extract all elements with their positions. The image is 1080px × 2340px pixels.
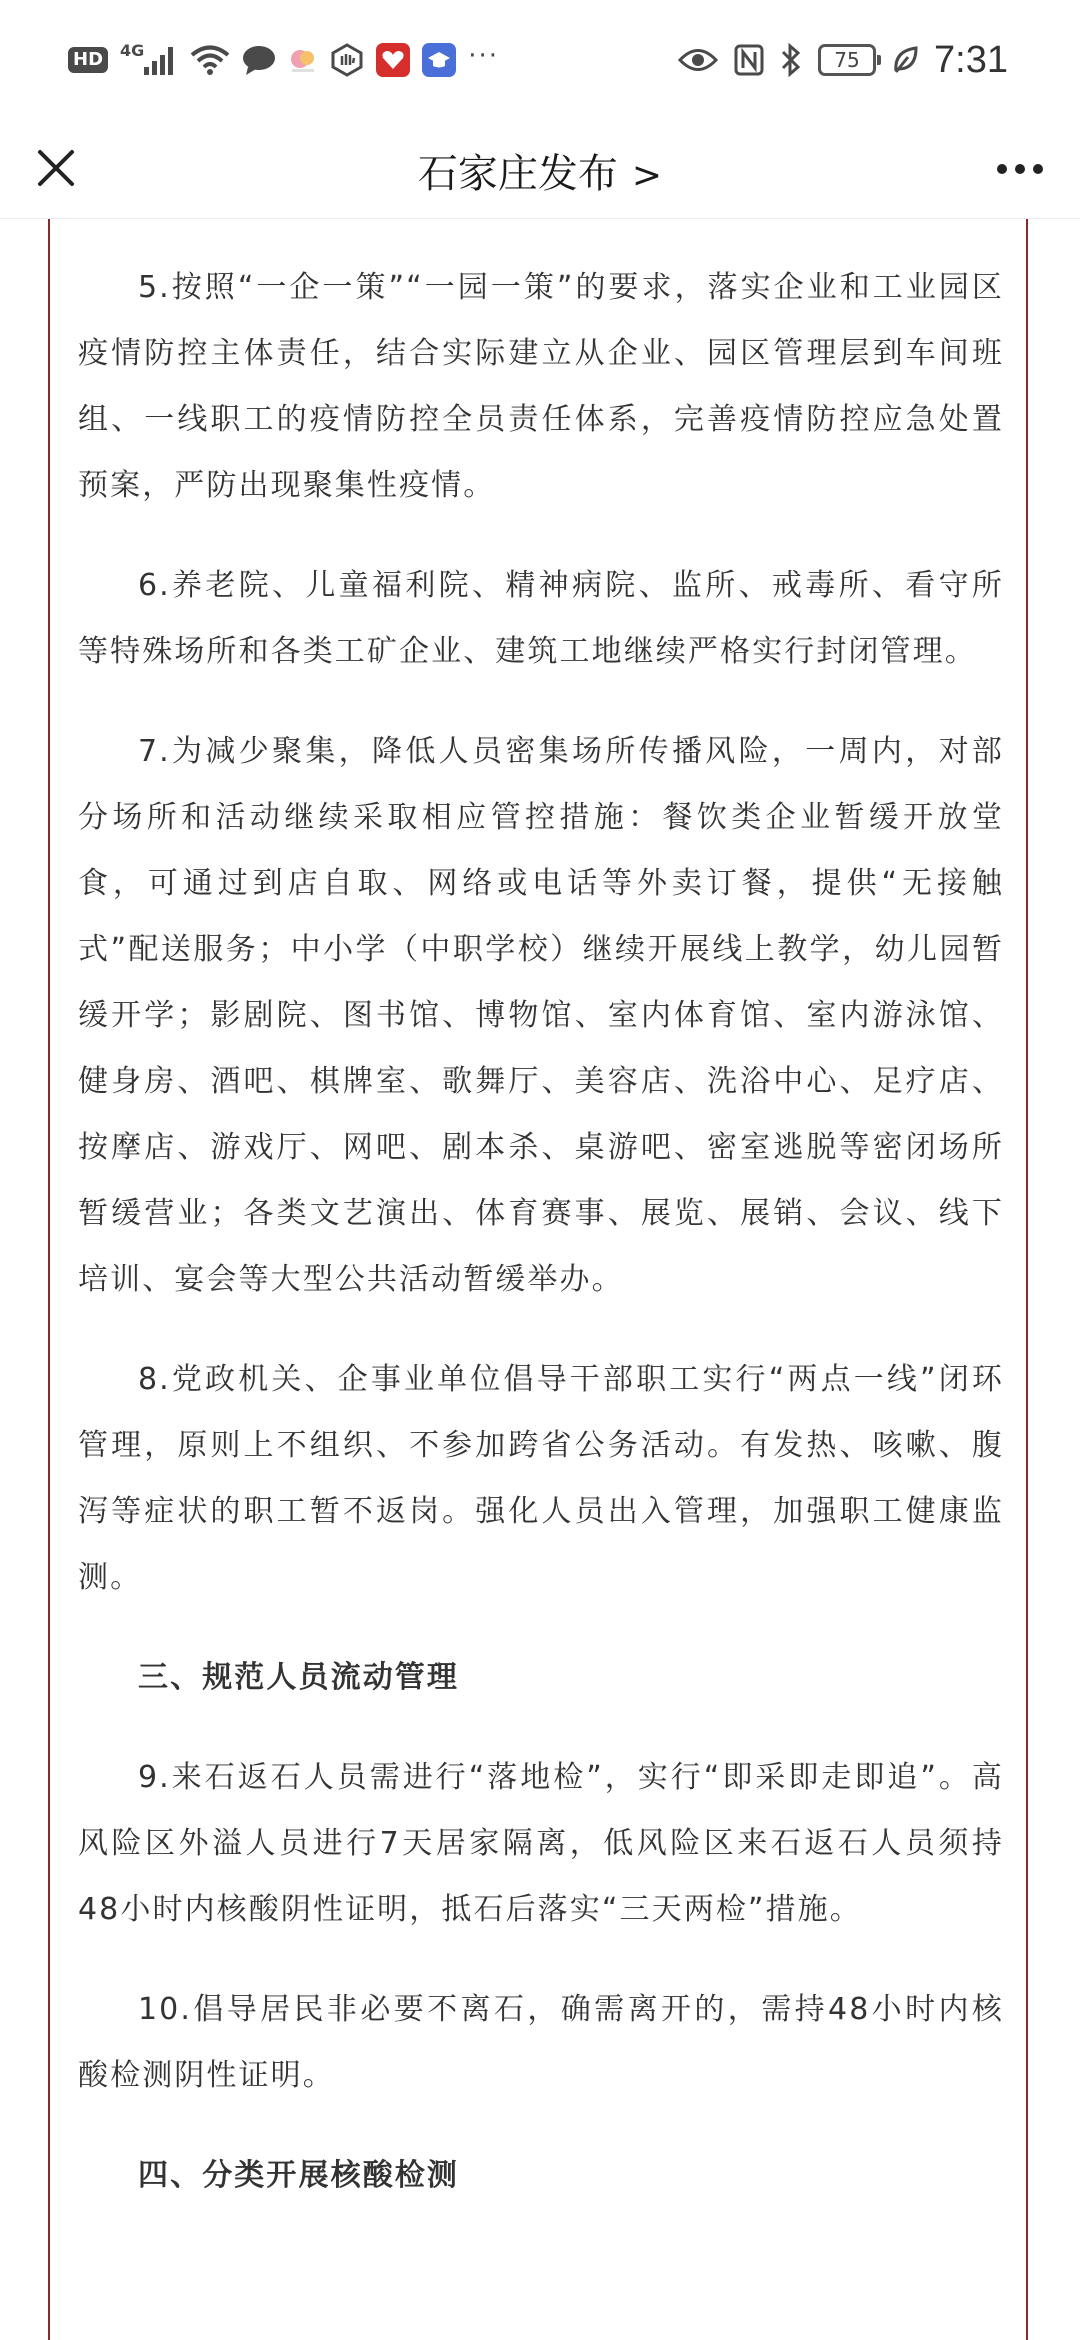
section-heading-3: 三、规范人员流动管理	[138, 1660, 459, 1695]
wifi-icon	[190, 44, 230, 76]
nfc-icon	[734, 44, 764, 76]
top-nav-bar	[0, 118, 1080, 219]
more-dot	[997, 164, 1007, 174]
battery-level: 75	[834, 48, 860, 72]
notification-dot-icon	[288, 45, 318, 75]
status-time: 7:31	[934, 38, 1008, 81]
section-heading-4: 四、分类开展核酸检测	[138, 2158, 459, 2193]
more-dot	[1015, 164, 1025, 174]
network-type-label: 4G	[120, 40, 145, 60]
status-left-icons	[68, 38, 499, 82]
paragraph-7: 7.为减少聚集，降低人员密集场所传播风险，一周内，对部分场所和活动继续采取相应管控措施：餐饮类企业暂缓开放堂食，可通过到店自取、网络或电话等外卖订餐，提供“无接触式”配送服务；中小学（中职学校）继续开展线上教学，幼儿园暂缓开学；影剧院、图书馆、博物馆、室内体育馆、室内游泳馆、健身房、酒吧、棋牌室、歌舞厅、美容店、洗浴中心、足疗店、按摩店、游戏厅、网吧、剧本杀、桌游吧、密室逃脱等密闭场所暂缓营业；各类文艺演出、体育赛事、展览、展销、会议、线下培训、宴会等大型公共活动暂缓举办。	[78, 734, 1004, 1297]
account-title-link[interactable]	[0, 142, 1080, 199]
hexagon-hand-icon	[330, 43, 364, 77]
leaf-icon	[892, 45, 918, 75]
article-frame	[48, 219, 1028, 2340]
more-notifications-indicator: ···	[468, 41, 500, 71]
signal-icon	[120, 40, 178, 75]
paragraph-10: 10.倡导居民非必要不离石，确需离开的，需持48小时内核酸检测阴性证明。	[78, 1992, 1004, 2093]
blue-app-icon	[422, 43, 456, 77]
status-right-icons	[678, 34, 1008, 86]
status-bar	[0, 0, 1080, 118]
hd-icon: HD	[68, 47, 108, 73]
account-title: 石家庄发布	[417, 151, 618, 197]
paragraph-9: 9.来石返石人员需进行“落地检”，实行“即采即走即追”。高风险区外溢人员进行7天居家隔离，低风险区来石返石人员须持48小时内核酸阴性证明，抵石后落实“三天两检”措施。	[78, 1760, 1004, 1927]
paragraph-8: 8.党政机关、企事业单位倡导干部职工实行“两点一线”闭环管理，原则上不组织、不参加跨省公务活动。有发热、咳嗽、腹泻等症状的职工暂不返岗。强化人员出入管理，加强职工健康监测。	[78, 1362, 1004, 1595]
battery-icon	[818, 44, 876, 76]
more-options-button[interactable]	[990, 144, 1050, 194]
eye-icon	[678, 47, 718, 73]
chat-bubble-icon	[242, 45, 276, 75]
more-dot	[1033, 164, 1043, 174]
article-body	[78, 255, 1004, 2243]
paragraph-5: 5.按照“一企一策”“一园一策”的要求，落实企业和工业园区疫情防控主体责任，结合实际建立从企业、园区管理层到车间班组、一线职工的疫情防控全员责任体系，完善疫情防控应急处置预案，严防出现聚集性疫情。	[78, 270, 1004, 503]
chevron-right-icon: >	[631, 155, 663, 196]
bluetooth-icon	[780, 43, 802, 77]
paragraph-6: 6.养老院、儿童福利院、精神病院、监所、戒毒所、看守所等特殊场所和各类工矿企业、建筑工地继续严格实行封闭管理。	[78, 568, 1004, 669]
red-app-icon	[376, 43, 410, 77]
